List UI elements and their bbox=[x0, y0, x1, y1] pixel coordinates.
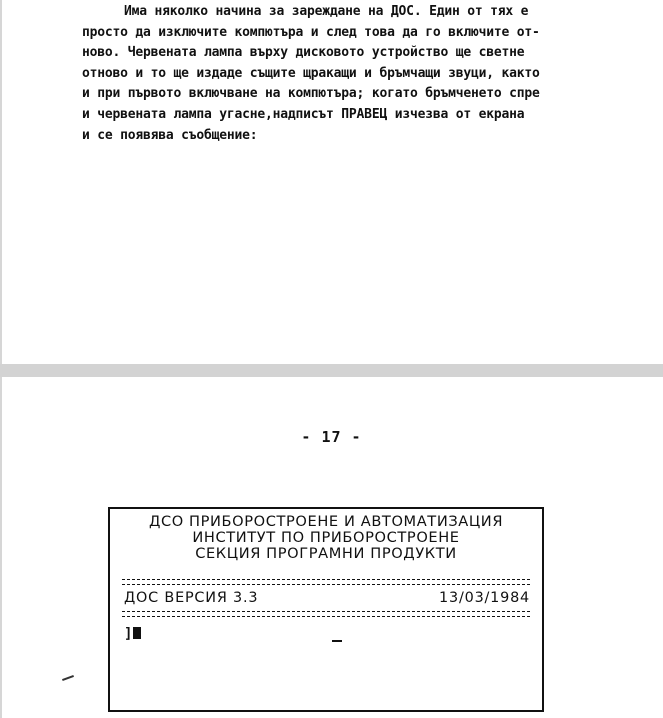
screen-header-line: ДСО ПРИБОРОСТРОЕНЕ И АВТОМАТИЗАЦИЯ bbox=[148, 513, 504, 530]
paragraph-line: отново и то ще издаде същите щракащи и бръмчащи звуци, както bbox=[82, 65, 540, 81]
page-separator bbox=[0, 364, 663, 377]
cursor-block bbox=[133, 627, 141, 639]
paragraph-line: ново. Червената лампа върху дисковото устройство ще светне bbox=[82, 45, 525, 61]
upper-page-edge bbox=[0, 0, 2, 364]
prompt-symbol: ] bbox=[124, 626, 133, 642]
dash-mark bbox=[332, 640, 342, 642]
dos-screen-illustration bbox=[108, 507, 544, 712]
page-number: - 17 - bbox=[301, 428, 362, 446]
screen-header-line: ИНСТИТУТ ПО ПРИБОРОСТРОЕНЕ bbox=[192, 529, 460, 546]
command-prompt bbox=[124, 626, 141, 642]
paragraph-line: и при първото включване на компютъра; когато бръмченето спре bbox=[82, 86, 540, 102]
paragraph-line: и червената лампа угасне,надписът ПРАВЕЦ изчезва от екрана bbox=[82, 106, 525, 122]
screen-header-line: СЕКЦИЯ ПРОГРАМНИ ПРОДУКТИ bbox=[195, 545, 457, 562]
version-label: ДОС ВЕРСИЯ 3.3 bbox=[124, 590, 259, 606]
paragraph-line: и се появява съобщение: bbox=[82, 127, 258, 143]
screen-header bbox=[110, 514, 542, 562]
version-date: 13/03/1984 bbox=[439, 590, 530, 606]
separator-line bbox=[122, 579, 530, 585]
paragraph-line: Има няколко начина за зареждане на ДОС. Един от тях е bbox=[124, 4, 529, 19]
separator-line bbox=[122, 611, 530, 617]
body-paragraph bbox=[82, 2, 602, 146]
paragraph-line: просто да изключите компютъра и след това да го включите от- bbox=[82, 24, 540, 40]
